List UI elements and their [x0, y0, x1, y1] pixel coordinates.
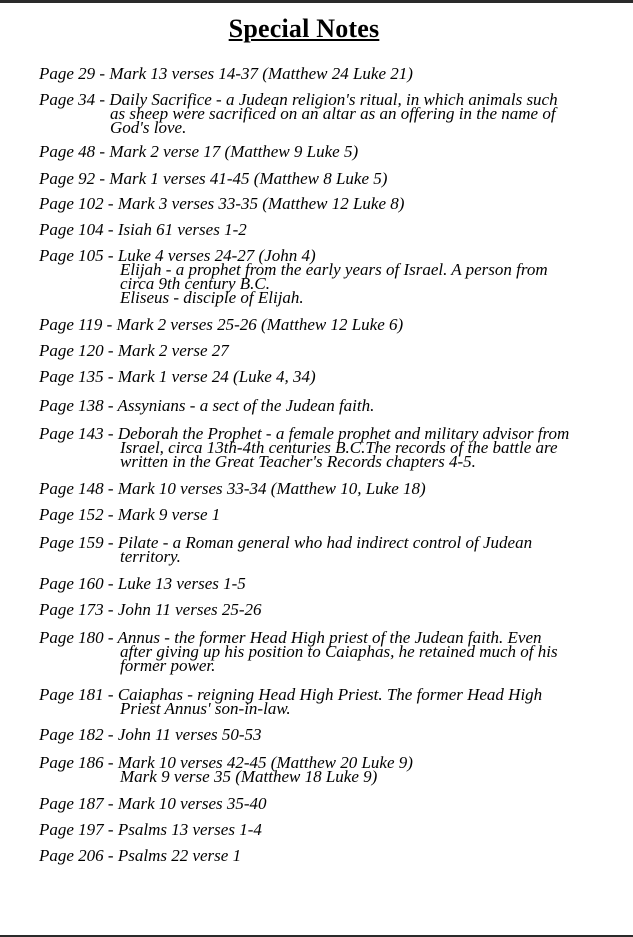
- note-entry: [39, 220, 609, 239]
- note-continuation: former power.: [120, 656, 216, 675]
- note-text: Page 160 - Luke 13 verses 1-5: [39, 574, 246, 593]
- note-entry: [39, 194, 609, 213]
- note-continuation: Priest Annus' son-in-law.: [120, 699, 291, 718]
- note-text: Page 206 - Psalms 22 verse 1: [39, 846, 242, 865]
- note-text: Page 152 - Mark 9 verse 1: [39, 505, 221, 524]
- note-entry: [39, 246, 609, 307]
- note-text: Page 120 - Mark 2 verse 27: [39, 341, 229, 360]
- note-entry: [39, 820, 609, 839]
- note-text: Page 182 - John 11 verses 50-53: [39, 725, 262, 744]
- note-continuation: Eliseus - disciple of Elijah.: [120, 288, 304, 307]
- note-text: Page 34 - Daily Sacrifice - a Judean religion's ritual, in which animals such: [39, 90, 558, 109]
- note-entry: [39, 64, 609, 83]
- note-text: Page 48 - Mark 2 verse 17 (Matthew 9 Luke 5): [39, 142, 359, 161]
- note-text: Page 102 - Mark 3 verses 33-35 (Matthew 12 Luke 8): [39, 194, 405, 213]
- note-text: Page 29 - Mark 13 verses 14-37 (Matthew 24 Luke 21): [39, 64, 413, 83]
- note-text: Page 135 - Mark 1 verse 24 (Luke 4, 34): [39, 367, 316, 386]
- note-entry: [39, 533, 609, 566]
- note-entry: [39, 846, 609, 865]
- note-continuation: written in the Great Teacher's Records chapters 4-5.: [120, 452, 476, 471]
- note-continuation: Israel, circa 13th-4th centuries B.C.The records of the battle are: [120, 438, 558, 457]
- note-text: Page 105 - Luke 4 verses 24-27 (John 4): [39, 246, 316, 265]
- note-entry: [39, 600, 609, 619]
- note-entry: [39, 424, 609, 471]
- note-entry: [39, 341, 609, 360]
- note-continuation: after giving up his position to Caiaphas, he retained much of his: [120, 642, 558, 661]
- note-continuation: territory.: [120, 547, 181, 566]
- note-entry: [39, 628, 609, 675]
- note-text: Page 187 - Mark 10 verses 35-40: [39, 794, 267, 813]
- note-text: Page 138 - Assynians - a sect of the Judean faith.: [39, 396, 375, 415]
- note-entry: [39, 574, 609, 593]
- note-entry: [39, 725, 609, 744]
- note-continuation: God's love.: [110, 118, 187, 137]
- note-text: Page 143 - Deborah the Prophet - a female prophet and military advisor from: [39, 424, 570, 443]
- note-continuation: circa 9th century B.C.: [120, 274, 270, 293]
- note-text: Page 180 - Annus - the former Head High priest of the Judean faith. Even: [39, 628, 542, 647]
- note-text: Page 119 - Mark 2 verses 25-26 (Matthew 12 Luke 6): [39, 315, 404, 334]
- note-text: Page 181 - Caiaphas - reigning Head High Priest. The former Head High: [39, 685, 543, 704]
- note-text: Page 197 - Psalms 13 verses 1-4: [39, 820, 262, 839]
- note-entry: [39, 142, 609, 161]
- note-text: Page 186 - Mark 10 verses 42-45 (Matthew 20 Luke 9): [39, 753, 413, 772]
- note-text: Page 92 - Mark 1 verses 41-45 (Matthew 8 Luke 5): [39, 169, 388, 188]
- note-entry: [39, 479, 609, 498]
- note-continuation: as sheep were sacrificed on an altar as an offering in the name of: [110, 104, 556, 123]
- note-entry: [39, 90, 609, 137]
- note-text: Page 159 - Pilate - a Roman general who had indirect control of Judean: [39, 533, 533, 552]
- note-entry: [39, 315, 609, 334]
- note-entry: [39, 169, 609, 188]
- note-entry: [39, 794, 609, 813]
- note-entry: [39, 396, 609, 415]
- note-entry: [39, 367, 609, 386]
- note-text: Page 173 - John 11 verses 25-26: [39, 600, 262, 619]
- note-entry: [39, 753, 609, 786]
- page-title: Special Notes: [228, 14, 380, 43]
- note-text: Page 104 - Isiah 61 verses 1-2: [39, 220, 247, 239]
- note-entry: [39, 505, 609, 524]
- top-border: [0, 0, 633, 3]
- note-entry: [39, 685, 609, 718]
- note-text: Page 148 - Mark 10 verses 33-34 (Matthew 10, Luke 18): [39, 479, 426, 498]
- note-continuation: Mark 9 verse 35 (Matthew 18 Luke 9): [120, 767, 378, 786]
- note-continuation: Elijah - a prophet from the early years of Israel. A person from: [120, 260, 548, 279]
